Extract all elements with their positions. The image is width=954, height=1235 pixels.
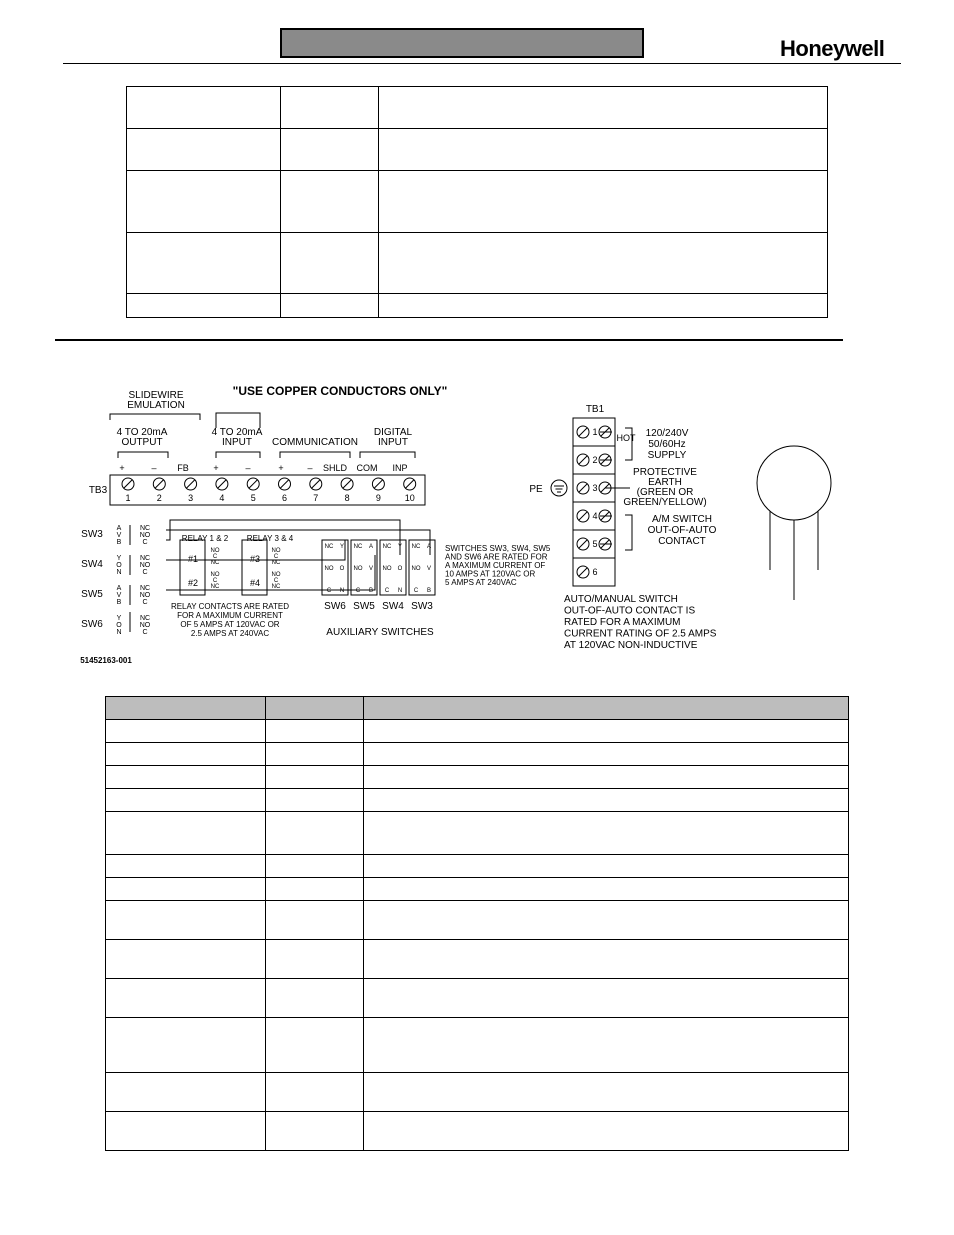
switch-pin-label: O [116,562,122,569]
table-row [106,812,849,855]
relay-contact-label: C [212,578,218,584]
tb3-sub-label: + [278,463,284,473]
switch-contact-label: NC [139,585,151,592]
tb3-sub-label: INP [392,463,408,473]
aux-cell-label: A [426,544,432,550]
tb3-sub-label: SHLD [322,463,348,473]
table-row [127,171,828,233]
switch-block-label: SW6 [81,619,103,630]
tb1-terminal-number: 3 [592,483,598,493]
tb3-terminal-number: 7 [313,493,319,503]
section-rule [55,339,843,341]
tb3-terminal-number: 8 [344,493,350,503]
earth-label: EARTH [648,477,682,488]
switch-block-label: SW3 [81,529,103,540]
table-row [106,720,849,743]
input-label-1: 4 TO 20mA [211,427,263,438]
table-row [106,1112,849,1151]
aux-switch-label: SW4 [382,601,404,612]
relay-contact-label: C [273,554,279,560]
switch-contact-label: NO [139,622,151,629]
table-row [106,979,849,1018]
earth-label: PROTECTIVE [633,467,697,478]
relay1-label: #1 [187,554,199,564]
aux-cell-label: O [397,566,403,572]
switch-contact-label: C [142,629,148,636]
switch-pin-label: B [116,599,122,606]
communication-label: COMMUNICATION [272,437,358,448]
hot-label: HOT [616,433,636,443]
relay12-label: RELAY 1 & 2 [181,534,229,543]
relay-rating-note: OF 5 AMPS AT 120VAC OR [180,620,280,629]
table-row [127,129,828,171]
relay4-label: #4 [249,578,261,588]
aux-cell-label: V [368,566,374,572]
supply-label: 120/240V [645,428,689,439]
tb3-terminal-number: 4 [219,493,225,503]
am-rating-note: AUTO/MANUAL SWITCH [564,594,678,605]
tb1-terminal-number: 6 [592,567,598,577]
switch-pin-label: Y [116,555,122,562]
header-title-box [280,28,644,58]
aux-cell-label: A [368,544,374,550]
aux-rating-note: 10 AMPS AT 120VAC OR [445,569,536,579]
pe-label: PE [529,484,543,495]
relay-rating-note: FOR A MAXIMUM CURRENT [177,611,283,620]
relay-contact-label: NC [210,560,220,566]
switch-pin-label: A [116,525,122,532]
aux-cell-label: C [384,588,390,594]
output-label-2: OUTPUT [121,437,163,448]
switch-contact-label: NC [139,555,151,562]
aux-cell-label: NO [411,566,421,572]
aux-cell-label: NC [382,544,392,550]
table-row [106,901,849,940]
relay-rating-note: 2.5 AMPS AT 240VAC [190,629,270,638]
aux-rating-note: SWITCHES SW3, SW4, SW5 [445,544,551,553]
aux-cell-label: N [339,588,345,594]
tb3-sub-label: + [119,463,125,473]
table-row [127,87,828,129]
supply-label: SUPPLY [647,450,687,461]
tb3-terminal-number: 3 [188,493,194,503]
tb3-sub-label: + [213,463,219,473]
switch-contact-label: C [142,599,148,606]
aux-cell-label: B [368,588,374,594]
aux-rating-note: AND SW6 ARE RATED FOR [445,552,548,562]
relay-contact-label: NC [271,584,281,590]
aux-switch-label: SW6 [324,601,346,612]
relay-contact-label: C [212,554,218,560]
aux-cell-label: NC [353,544,363,550]
aux-cell-label: C [326,588,332,594]
aux-cell-label: NO [324,566,334,572]
aux-switch-label: SW3 [411,601,433,612]
switch-pin-label: V [116,532,122,539]
top-spec-table [126,86,828,318]
tb3-sub-label: – [245,463,251,473]
tb1-terminal-number: 1 [592,427,598,437]
relay-contact-label: NO [271,548,281,554]
am-switch-label: OUT-OF-AUTO [647,525,717,536]
switch-contact-label: NC [139,525,151,532]
slidewire-label-2: EMULATION [127,400,185,411]
tb3-terminal-number: 5 [250,493,256,503]
slidewire-label-1: SLIDEWIRE [128,390,184,401]
part-number: 51452163-001 [80,656,132,665]
header-rule [63,63,901,64]
supply-label: 50/60Hz [648,439,686,450]
tb1-terminal-number: 2 [592,455,598,465]
switch-pin-label: Y [116,615,122,622]
switch-contact-label: NO [139,532,151,539]
aux-cell-label: O [339,566,345,572]
table-row [127,294,828,318]
table-row [106,855,849,878]
switch-pin-label: N [116,569,122,576]
switch-block-label: SW4 [81,559,103,570]
aux-cell-label: NC [324,544,334,550]
am-rating-note: CURRENT RATING OF 2.5 AMPS [564,628,717,640]
am-rating-note: AT 120VAC NON-INDUCTIVE [564,640,698,651]
aux-cell-label: V [426,566,432,572]
switch-contact-label: C [142,539,148,546]
switch-contact-label: NO [139,562,151,569]
copper-heading: "USE COPPER CONDUCTORS ONLY" [232,384,448,398]
tb3-terminal-number: 10 [404,493,415,503]
table-row [106,940,849,979]
am-rating-note: OUT-OF-AUTO CONTACT IS [564,605,696,617]
table-row [127,233,828,294]
relay3-label: #3 [249,554,261,564]
tb3-sub-label: – [307,463,313,473]
aux-switch-label: SW5 [353,601,375,612]
tb3-terminal-number: 1 [125,493,131,503]
tb3-terminal-number: 9 [375,493,381,503]
aux-switches-label: AUXILIARY SWITCHES [326,627,434,638]
am-switch-label: CONTACT [658,536,706,547]
table-row [106,766,849,789]
bottom-spec-table [105,696,849,1151]
tb3-terminal-number: 2 [156,493,162,503]
tb3-sub-label: FB [177,463,189,473]
output-label-1: 4 TO 20mA [116,427,168,438]
table-row [106,789,849,812]
tb1-terminal-number: 5 [592,539,598,549]
tb3-label: TB3 [88,485,108,496]
am-switch-label: A/M SWITCH [652,514,712,525]
aux-cell-label: C [355,588,361,594]
switch-pin-label: B [116,539,122,546]
relay-contact-label: NC [210,584,220,590]
relay-contact-label: NO [210,572,220,578]
relay2-label: #2 [187,578,199,588]
relay34-label: RELAY 3 & 4 [246,534,294,543]
tb3-sub-label: COM [356,463,378,473]
relay-contact-label: NO [210,548,220,554]
earth-label: GREEN/YELLOW) [623,497,707,508]
switch-block-label: SW5 [81,589,103,600]
aux-cell-label: B [426,588,432,594]
switch-contact-label: C [142,569,148,576]
switch-contact-label: NO [139,592,151,599]
tb1-label: TB1 [585,404,605,415]
aux-rating-note: 5 AMPS AT 240VAC [445,578,517,587]
switch-pin-label: V [116,592,122,599]
switch-pin-label: A [116,585,122,592]
relay-contact-label: NO [271,572,281,578]
aux-cell-label: NO [353,566,363,572]
aux-cell-label: C [413,588,419,594]
relay-rating-note: RELAY CONTACTS ARE RATED [170,602,290,611]
tb1-terminal-number: 4 [592,511,598,521]
relay-contact-label: NC [271,560,281,566]
aux-cell-label: Y [339,544,345,550]
earth-label: (GREEN OR [636,487,694,498]
digital-label-2: INPUT [378,437,408,448]
switch-pin-label: N [116,629,122,636]
table-header-row [106,697,849,720]
aux-cell-label: N [397,588,403,594]
aux-rating-note: A MAXIMUM CURRENT OF [445,561,546,570]
table-row [106,878,849,901]
switch-pin-label: O [116,622,122,629]
aux-cell-label: NO [382,566,392,572]
tb3-terminal-number: 6 [281,493,288,503]
digital-label-1: DIGITAL [373,427,413,438]
input-label-2: INPUT [222,437,252,448]
table-row [106,743,849,766]
relay-contact-label: C [273,578,279,584]
aux-cell-label: Y [397,544,403,550]
honeywell-logo: Honeywell [780,36,885,61]
switch-contact-label: NC [139,615,151,622]
table-row [106,1073,849,1112]
wiring-diagram [70,380,910,670]
am-rating-note: RATED FOR A MAXIMUM [564,617,681,628]
aux-cell-label: NC [411,544,421,550]
tb3-sub-label: – [151,463,157,473]
table-row [106,1018,849,1073]
